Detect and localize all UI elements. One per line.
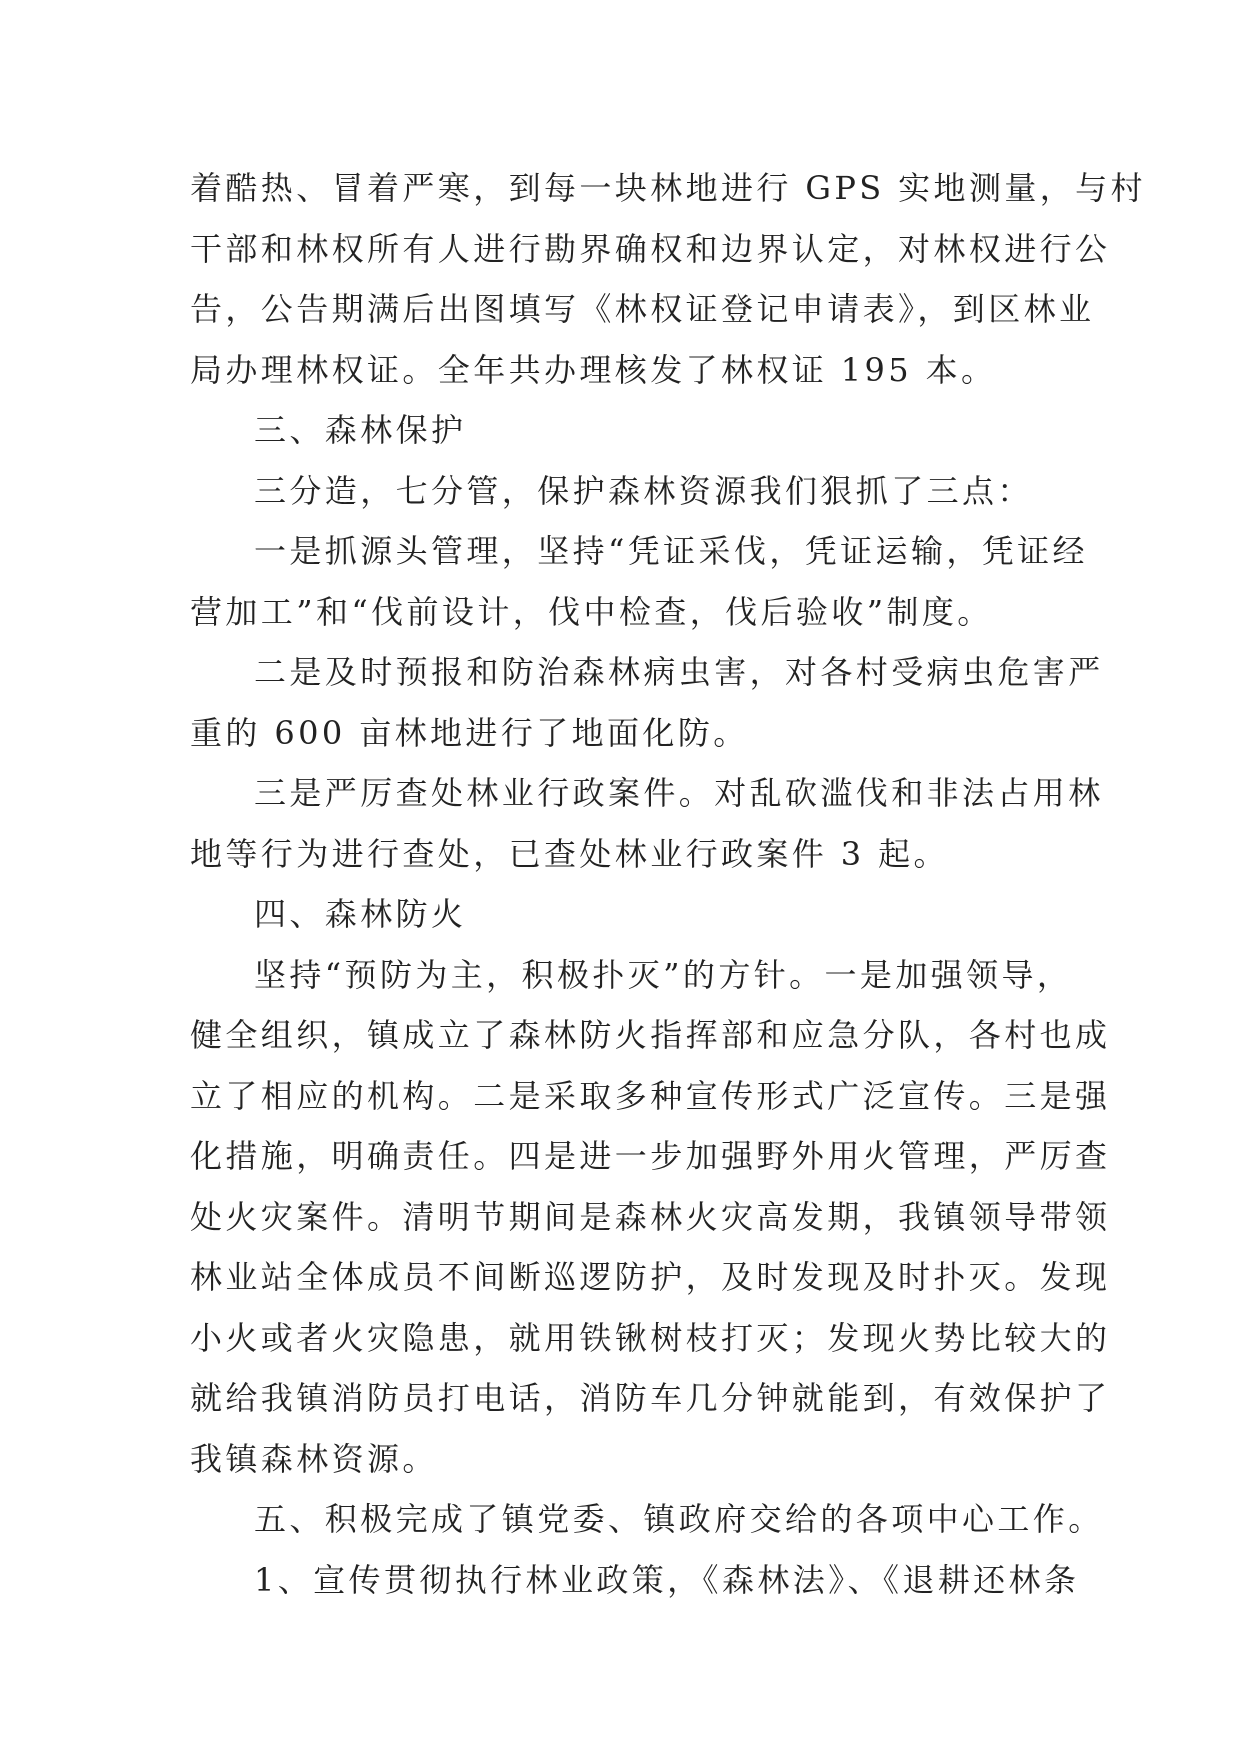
text-line: 局办理林权证。全年共办理核发了林权证 195 本。 [190,350,997,389]
text-line: 化措施，明确责任。四是进一步加强野外用火管理，严厉查 [190,1137,1111,1175]
text-line: 就给我镇消防员打电话，消防车几分钟就能到，有效保护了 [190,1379,1111,1417]
document-body [190,160,1146,1612]
section-heading: 四、森林防火 [254,895,467,933]
paragraph-start: 三分造，七分管，保护森林资源我们狠抓了三点： [254,471,1033,510]
paragraph-start: 坚持“预防为主，积极扑灭”的方针。一是加强领导， [254,955,1073,994]
text-line: 小火或者火灾隐患，就用铁锹树枝打灭；发现火势比较大的 [190,1318,1111,1357]
section-heading: 三、森林保护 [254,411,467,449]
text-line: 营加工”和“伐前设计，伐中检查，伐后验收”制度。 [190,592,993,631]
text-line: 重的 600 亩林地进行了地面化防。 [190,713,749,752]
text-line: 干部和林权所有人进行勘界确权和边界认定，对林权进行公 [190,229,1111,268]
text-line: 着酷热、冒着严寒，到每一块林地进行 GPS 实地测量，与村 [190,169,1146,207]
text-line: 地等行为进行查处，已查处林业行政案件 3 起。 [190,834,949,873]
paragraph-start: 二是及时预报和防治森林病虫害，对各村受病虫危害严 [254,653,1104,691]
section-heading: 五、积极完成了镇党委、镇政府交给的各项中心工作。 [254,1500,1104,1538]
text-line: 林业站全体成员不间断巡逻防护，及时发现及时扑灭。发现 [190,1258,1111,1296]
text-line: 我镇森林资源。 [190,1439,438,1478]
text-line: 健全组织，镇成立了森林防火指挥部和应急分队，各村也成 [190,1016,1111,1054]
text-line: 告，公告期满后出图填写《林权证登记申请表》，到区林业 [190,290,1095,328]
paragraph-start: 1、宣传贯彻执行林业政策，《森林法》、《退耕还林条 [254,1560,1080,1599]
paragraph-start: 三是严厉查处林业行政案件。对乱砍滥伐和非法占用林 [254,774,1104,812]
text-line: 处火灾案件。清明节期间是森林火灾高发期，我镇领导带领 [190,1197,1111,1236]
text-line: 立了相应的机构。二是采取多种宣传形式广泛宣传。三是强 [190,1076,1111,1115]
paragraph-start: 一是抓源头管理，坚持“凭证采伐，凭证运输，凭证经 [254,532,1088,570]
